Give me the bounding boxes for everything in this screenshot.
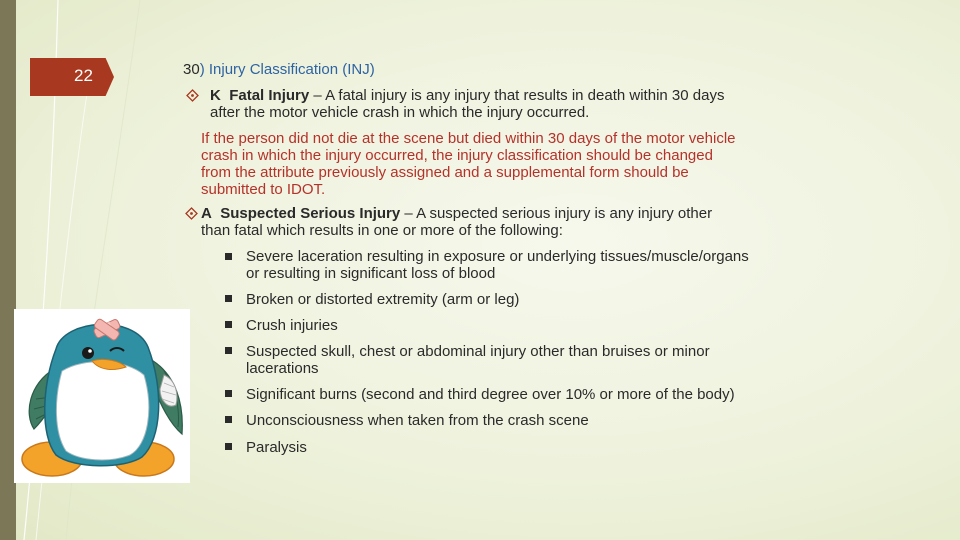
fatal-note-line-2: crash in which the injury occurred, the injury classification should be changed <box>201 147 713 164</box>
serious-injury-line-2: than fatal which results in one or more of the following: <box>201 222 563 239</box>
square-bullet-icon <box>225 253 232 260</box>
list-item <box>246 343 710 377</box>
fatal-note-line-1: If the person did not die at the scene but died within 30 days of the motor vehicle <box>201 130 736 147</box>
fatal-injury-line-1 <box>210 87 724 104</box>
list-item-line-1: Suspected skull, chest or abdominal injury other than bruises or minor <box>246 343 710 360</box>
square-bullet-icon <box>225 390 232 397</box>
serious-code: A <box>201 205 212 222</box>
square-bullet-icon <box>225 295 232 302</box>
list-item: Unconsciousness when taken from the crash scene <box>246 412 589 429</box>
section-title <box>183 61 375 78</box>
slide-number-tab <box>30 58 114 96</box>
list-item: Paralysis <box>246 439 307 456</box>
diamond-bullet-icon <box>186 89 199 102</box>
list-item: Broken or distorted extremity (arm or leg) <box>246 291 520 308</box>
fatal-injury-line-2: after the motor vehicle crash in which the injury occurred. <box>210 104 590 121</box>
slide-number: 22 <box>74 66 93 85</box>
serious-heading: Suspected Serious Injury <box>220 205 401 222</box>
serious-desc: – A suspected serious injury is any injury other <box>400 205 713 222</box>
section-number: 30 <box>183 61 200 78</box>
list-item-line-2: lacerations <box>246 360 319 377</box>
list-item-line-2: or resulting in significant loss of blood <box>246 265 496 282</box>
fatal-note-line-4: submitted to IDOT. <box>201 181 326 198</box>
injured-penguin-illustration <box>14 309 190 483</box>
square-bullet-icon <box>225 321 232 328</box>
square-bullet-icon <box>225 443 232 450</box>
list-item: Crush injuries <box>246 317 338 334</box>
fatal-note-line-3: from the attribute previously assigned and a supplemental form should be <box>201 164 689 181</box>
fatal-heading: Fatal Injury <box>229 87 310 104</box>
fatal-code: K <box>210 87 221 104</box>
square-bullet-icon <box>225 416 232 423</box>
serious-injury-line-1 <box>201 205 712 222</box>
fatal-desc: – A fatal injury is any injury that results in death within 30 days <box>309 87 725 104</box>
section-title-text: ) Injury Classification (INJ) <box>199 61 375 78</box>
square-bullet-icon <box>225 347 232 354</box>
diamond-bullet-icon <box>185 207 198 220</box>
list-item: Significant burns (second and third degree over 10% or more of the body) <box>246 386 735 403</box>
list-item-line-1: Severe laceration resulting in exposure or underlying tissues/muscle/organs <box>246 248 749 265</box>
penguin-icon <box>14 309 190 483</box>
list-item <box>246 248 749 282</box>
